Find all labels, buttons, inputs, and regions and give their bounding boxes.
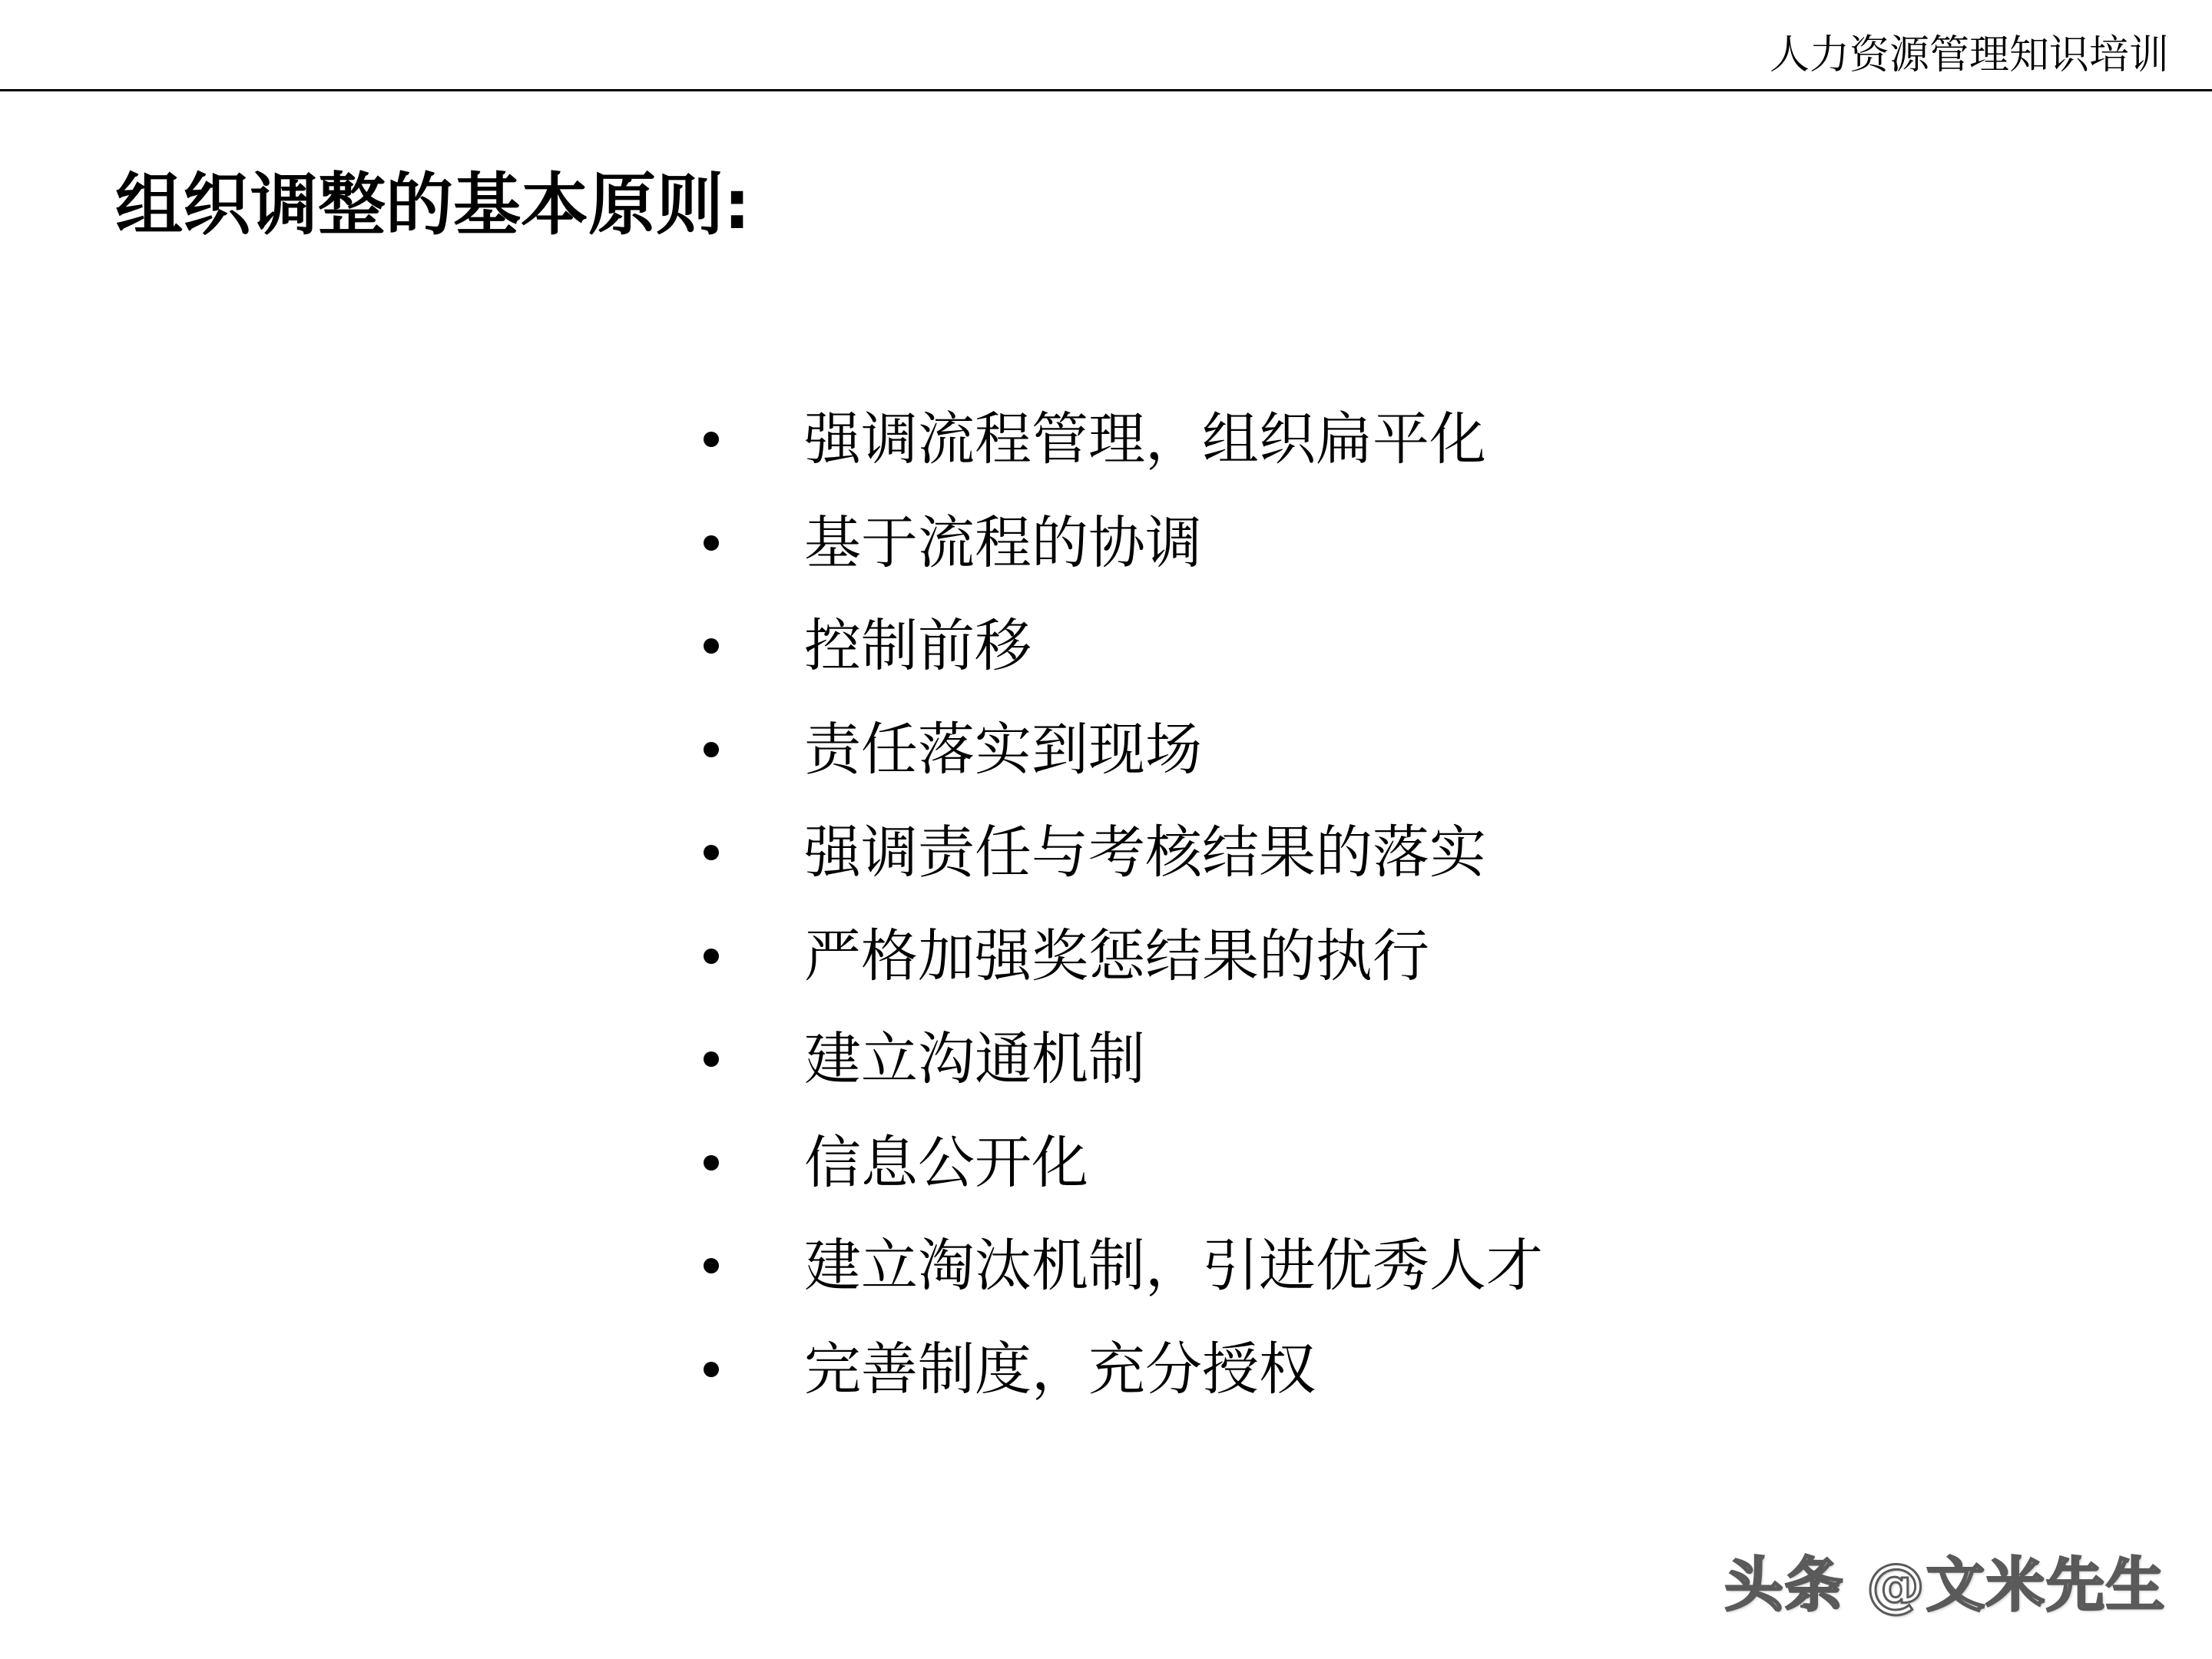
- slide-title: 组织调整的基本原则:: [115, 165, 751, 244]
- bullet-dot-icon: [704, 949, 719, 964]
- bullet-dot-icon: [704, 1362, 719, 1377]
- bullet-dot-icon: [704, 1155, 719, 1171]
- list-item-text: 信息公开化: [804, 1129, 1088, 1196]
- bullet-dot-icon: [704, 432, 719, 447]
- list-item: [699, 905, 1543, 1008]
- list-item: [699, 594, 1543, 698]
- bullet-dot-icon: [704, 535, 719, 551]
- bullet-dot-icon: [704, 845, 719, 860]
- list-item-text: 建立淘汰机制，引进优秀人才: [804, 1233, 1543, 1300]
- list-item: [699, 1111, 1543, 1215]
- watermark: 头条 @文米先生: [1724, 1551, 2166, 1619]
- header-divider: [0, 89, 2212, 91]
- list-item-text: 控制前移: [804, 613, 1031, 680]
- bullet-dot-icon: [704, 1258, 719, 1273]
- list-item-text: 严格加强奖惩结果的执行: [804, 922, 1429, 989]
- list-item-text: 责任落实到现场: [804, 716, 1202, 783]
- bullet-dot-icon: [704, 638, 719, 654]
- list-item: [699, 388, 1543, 492]
- list-item: [699, 492, 1543, 595]
- bullet-dot-icon: [704, 1051, 719, 1067]
- list-item: [699, 1318, 1543, 1422]
- list-item-text: 强调责任与考核结果的落实: [804, 820, 1486, 886]
- header-title: 人力资源管理知识培训: [1769, 32, 2169, 78]
- list-item: [699, 801, 1543, 905]
- list-item-text: 完善制度，充分授权: [804, 1336, 1316, 1402]
- bullet-dot-icon: [704, 742, 719, 757]
- list-item: [699, 698, 1543, 802]
- list-item-text: 强调流程管理，组织扁平化: [804, 406, 1486, 473]
- list-item-text: 建立沟通机制: [804, 1026, 1145, 1093]
- list-item: [699, 1214, 1543, 1318]
- principles-list: [699, 388, 1543, 1421]
- list-item-text: 基于流程的协调: [804, 509, 1202, 576]
- list-item: [699, 1008, 1543, 1111]
